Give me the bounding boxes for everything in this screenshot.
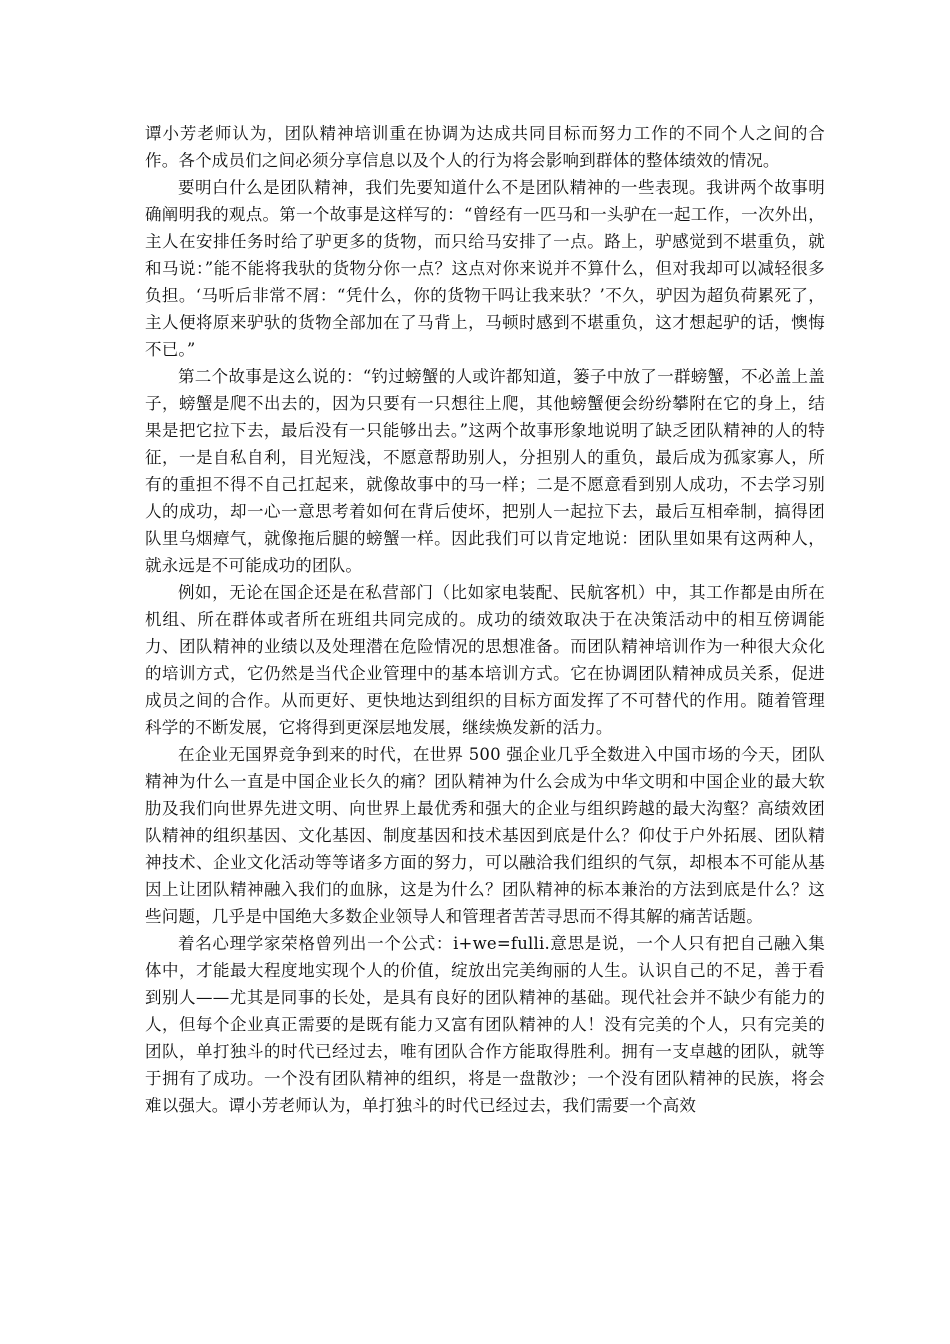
document-body <box>145 120 825 1119</box>
paragraph-1: 谭小芳老师认为，团队精神培训重在协调为达成共同目标而努力工作的不同个人之间的合作。各个成员们之间必须分享信息以及个人的行为将会影响到群体的整体绩效的情况。 <box>145 124 825 170</box>
paragraph-4: 例如，无论在国企还是在私营部门（比如家电装配、民航客机）中，其工作都是由所在机组、所在群体或者所在班组共同完成的。成功的绩效取决于在决策活动中的相互傍调能力、团队精神的业绩以及处理潜在危险情况的思想准备。而团队精神培训作为一种很大众化的培训方式，它仍然是当代企业管理中的基本培训方式。它在协调团队精神成员关系，促进成员之间的合作。从而更好、更快地达到组织的目标方面发挥了不可替代的作用。随着管理科学的不断发展，它将得到更深层地发展，继续焕发新的活力。 <box>145 583 825 737</box>
paragraph-6: 着名心理学家荣格曾列出一个公式：i+we=fulli.意思是说，一个人只有把自己融入集体中，才能最大程度地实现个人的价值，绽放出完美绚丽的人生。认识自己的不足，善于看到别人——尤其是同事的长处，是具有良好的团队精神的基础。现代社会并不缺少有能力的人，但每个企业真正需要的是既有能力又富有团队精神的人！没有完美的个人，只有完美的团队，单打独斗的时代已经过去，唯有团队合作方能取得胜利。拥有一支卓越的团队，就等于拥有了成功。一个没有团队精神的组织，将是一盘散沙；一个没有团队精神的民族，将会难以强大。谭小芳老师认为，单打独斗的时代已经过去，我们需要一个高效 <box>145 934 825 1115</box>
paragraph-3: 第二个故事是这么说的：“钓过螃蟹的人或许都知道，篓子中放了一群螃蟹，不必盖上盖子，螃蟹是爬不出去的，因为只要有一只想往上爬，其他螃蟹便会纷纷攀附在它的身上，结果是把它拉下去，最后没有一只能够出去。”这两个故事形象地说明了缺乏团队精神的人的特征，一是自私自利，目光短浅，不愿意帮助别人，分担别人的重负，最后成为孤家寡人，所有的重担不得不自己扛起来，就像故事中的马一样；二是不愿意看到别人成功，不去学习别人的成功，却一心一意思考着如何在背后使坏，把别人一起拉下去，最后互相牵制，搞得团队里乌烟瘴气，就像拖后腿的螃蟹一样。因此我们可以肯定地说：团队里如果有这两种人，就永远是不可能成功的团队。 <box>145 367 825 575</box>
paragraph-5: 在企业无国界竞争到来的时代，在世界 500 强企业几乎全数进入中国市场的今天，团队精神为什么一直是中国企业长久的痛？团队精神为什么会成为中华文明和中国企业的最大软肋及我们向世界先进文明、向世界上最优秀和强大的企业与组织跨越的最大沟壑？高绩效团队精神的组织基因、文化基因、制度基因和技术基因到底是什么？仰仗于户外拓展、团队精神技术、企业文化活动等等诸多方面的努力，可以融洽我们组织的气氛，却根本不可能从基因上让团队精神融入我们的血脉，这是为什么？团队精神的标本兼治的方法到底是什么？这些问题，几乎是中国绝大多数企业领导人和管理者苦苦寻思而不得其解的痛苦话题。 <box>145 745 825 926</box>
paragraph-2: 要明白什么是团队精神，我们先要知道什么不是团队精神的一些表现。我讲两个故事明确阐明我的观点。第一个故事是这样写的：“曾经有一匹马和一头驴在一起工作，一次外出，主人在安排任务时给了驴更多的货物，而只给马安排了一点。路上，驴感觉到不堪重负，就和马说：”能不能将我驮的货物分你一点？这点对你来说并不算什么，但对我却可以减轻很多负担。‘马听后非常不屑：“凭什么，你的货物干吗让我来驮？’不久，驴因为超负荷累死了，主人便将原来驴驮的货物全部加在了马背上，马顿时感到不堪重负，这才想起驴的话，懊悔不已。” <box>145 178 825 359</box>
